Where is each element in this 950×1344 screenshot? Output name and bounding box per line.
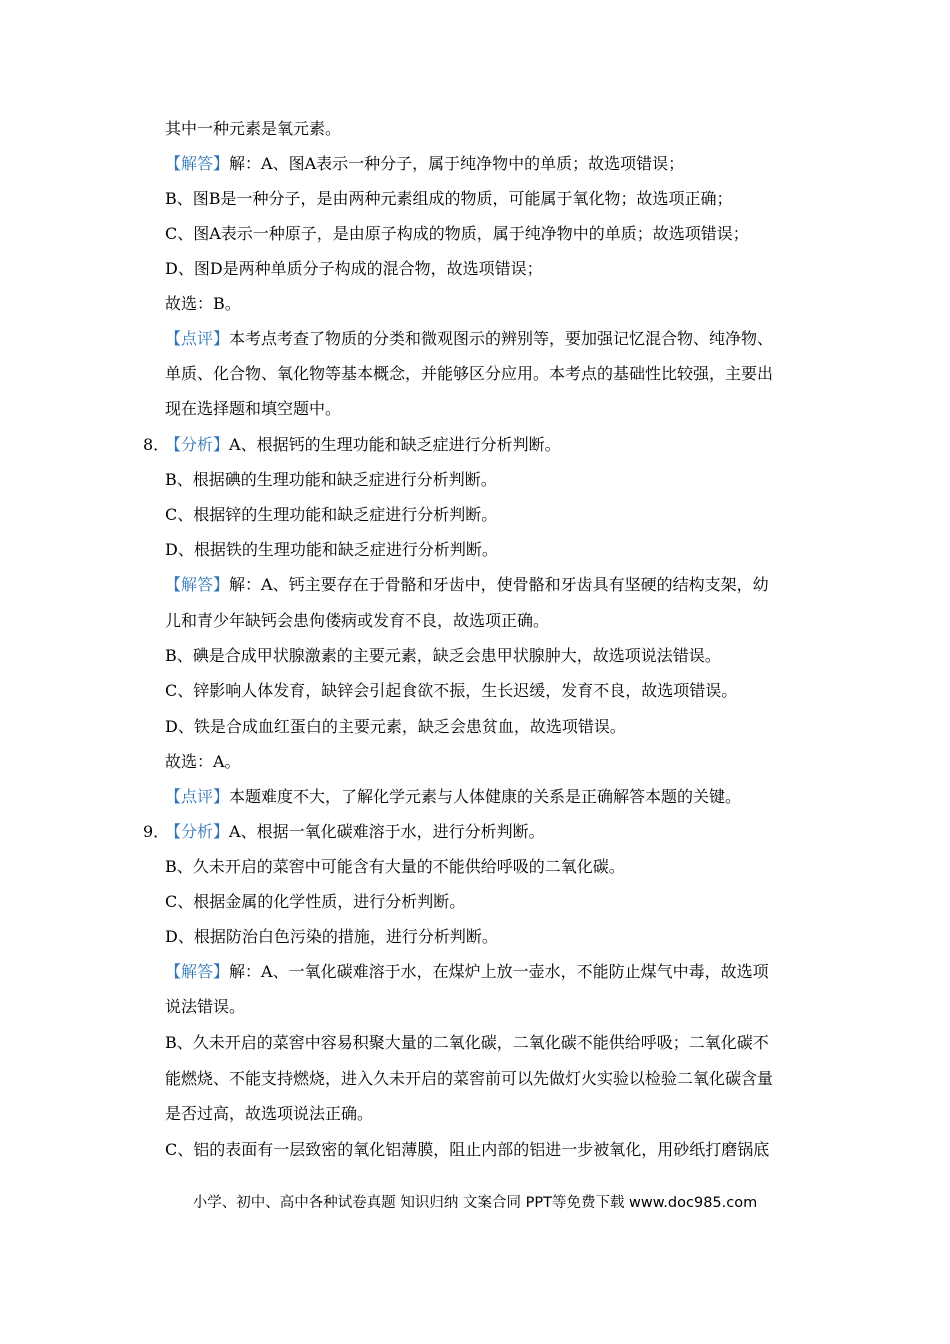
section-tag: 【解答】: [165, 575, 230, 594]
section-tag: 【解答】: [165, 154, 230, 173]
section-tag: 【点评】: [165, 787, 230, 806]
line-text: D、图D是两种单质分子构成的混合物，故选项错误；: [165, 259, 543, 278]
text-line: [165, 996, 245, 1018]
line-text: 故选：B。: [165, 294, 241, 313]
text-line: [165, 188, 733, 210]
text-line: [165, 610, 549, 632]
line-text: 说法错误。: [165, 997, 246, 1016]
line-text: 本题难度不大，了解化学元素与人体健康的关系是正确解答本题的关键。: [229, 787, 742, 806]
line-text: 解：A、图A表示一种分子，属于纯净物中的单质；故选项错误；: [229, 154, 685, 173]
line-text: B、图B是一种分子，是由两种元素组成的物质，可能属于氧化物；故选项正确；: [165, 189, 733, 208]
line-text: B、久未开启的菜窖中容易积聚大量的二氧化碳，二氧化碳不能供给呼吸；二氧化碳不: [165, 1033, 769, 1052]
text-line: [165, 223, 749, 245]
line-text: 故选：A。: [165, 752, 241, 771]
text-line: [165, 328, 773, 350]
text-line: [165, 1068, 773, 1090]
text-line: [143, 434, 561, 456]
line-text: D、根据防治白色污染的措施，进行分析判断。: [165, 927, 498, 946]
line-text: 解：A、一氧化碳难溶于水，在煤炉上放一壶水，不能防止煤气中毒，故选项: [229, 962, 769, 981]
text-line: [165, 258, 543, 280]
text-line: [165, 961, 769, 983]
line-text: B、根据碘的生理功能和缺乏症进行分析判断。: [165, 470, 497, 489]
line-text: 单质、化合物、氧化物等基本概念，并能够区分应用。本考点的基础性比较强，主要出: [165, 364, 774, 383]
text-line: [165, 504, 497, 526]
text-line: [165, 1139, 769, 1161]
text-line: [165, 1103, 373, 1125]
text-line: [165, 118, 341, 140]
line-text: B、碘是合成甲状腺激素的主要元素，缺乏会患甲状腺肿大，故选项说法错误。: [165, 646, 721, 665]
line-text: B、久未开启的菜窖中可能含有大量的不能供给呼吸的二氧化碳。: [165, 857, 625, 876]
line-text: C、图A表示一种原子，是由原子构成的物质，属于纯净物中的单质；故选项错误；: [165, 224, 749, 243]
text-line: [143, 821, 545, 843]
text-line: [165, 645, 721, 667]
line-text: C、铝的表面有一层致密的氧化铝薄膜，阻止内部的铝进一步被氧化，用砂纸打磨锅底: [165, 1140, 770, 1159]
line-text: 能燃烧、不能支持燃烧，进入久未开启的菜窖前可以先做灯火实验以检验二氧化碳含量: [165, 1069, 774, 1088]
line-text: 解：A、钙主要存在于骨骼和牙齿中，使骨骼和牙齿具有坚硬的结构支架，幼: [229, 575, 769, 594]
section-tag: 【分析】: [165, 435, 230, 454]
text-line: [165, 398, 341, 420]
text-line: [165, 469, 497, 491]
page-footer: 小学、初中、高中各种试卷真题 知识归纳 文案合同 PPT等免费下载 www.doc985.com: [192, 1195, 758, 1211]
line-text: 现在选择题和填空题中。: [165, 399, 342, 418]
line-text: D、根据铁的生理功能和缺乏症进行分析判断。: [165, 540, 498, 559]
line-text: 是否过高，故选项说法正确。: [165, 1104, 374, 1123]
section-tag: 【解答】: [165, 962, 230, 981]
text-line: [165, 680, 737, 702]
text-line: [165, 293, 241, 315]
question-number: 9．: [143, 822, 170, 841]
section-tag: 【点评】: [165, 329, 230, 348]
text-line: [165, 786, 741, 808]
text-line: [165, 1032, 769, 1054]
section-tag: 【分析】: [165, 822, 230, 841]
question-number: 8．: [143, 435, 170, 454]
text-line: [165, 363, 773, 385]
line-text: C、根据金属的化学性质，进行分析判断。: [165, 892, 466, 911]
line-text: C、锌影响人体发育，缺锌会引起食欲不振，生长迟缓，发育不良，故选项错误。: [165, 681, 738, 700]
line-text: D、铁是合成血红蛋白的主要元素，缺乏会患贫血，故选项错误。: [165, 717, 626, 736]
line-text: 儿和青少年缺钙会患佝偻病或发育不良，故选项正确。: [165, 611, 550, 630]
line-text: C、根据锌的生理功能和缺乏症进行分析判断。: [165, 505, 498, 524]
text-line: [165, 751, 241, 773]
text-line: [165, 574, 769, 596]
text-line: [165, 926, 498, 948]
text-line: [165, 856, 625, 878]
text-line: [165, 539, 498, 561]
text-line: [165, 891, 465, 913]
line-text: A、根据钙的生理功能和缺乏症进行分析判断。: [229, 435, 561, 454]
text-line: [165, 716, 626, 738]
line-text: A、根据一氧化碳难溶于水，进行分析判断。: [229, 822, 545, 841]
line-text: 本考点考查了物质的分类和微观图示的辨别等，要加强记忆混合物、纯净物、: [229, 329, 774, 348]
line-text: 其中一种元素是氧元素。: [165, 119, 342, 138]
text-line: [165, 153, 684, 175]
